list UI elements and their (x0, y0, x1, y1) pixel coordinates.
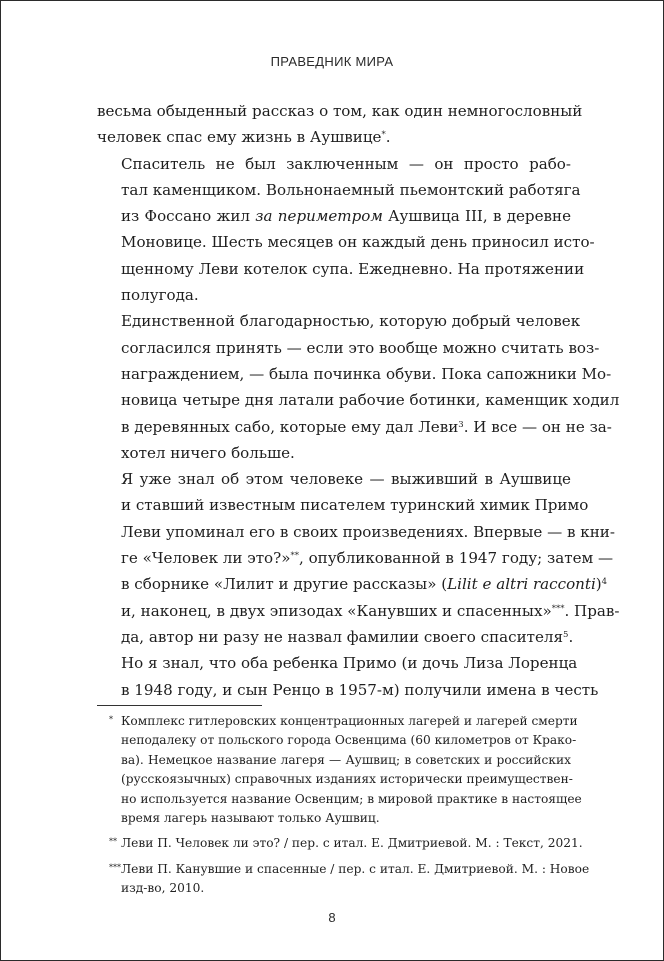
footnote-2 (97, 834, 583, 853)
text-fragment: и, наконец, в двух эпизодах «Канувших и спасенных» (121, 601, 552, 620)
text-line (97, 414, 612, 440)
italic-phrase: за периметром (255, 207, 383, 226)
footnote-line: Комплекс гитлеровских концентрационных лагерей и лагерей смерти (121, 714, 578, 728)
text-fragment: ) (595, 575, 602, 594)
text-fragment: Аушвица III, в деревне (382, 207, 572, 226)
text-line (97, 203, 571, 229)
text-fragment: . И все — он не за- (463, 417, 612, 436)
text-line (97, 598, 620, 624)
text-line: Спаситель не был заключенным — он просто рабо- (121, 154, 571, 173)
paragraph-1 (97, 98, 583, 151)
text-fragment: из Фоссано жил (121, 207, 256, 226)
text-line: согласился принять — если это вообще можно считать воз- (121, 338, 600, 357)
body-text (97, 98, 620, 703)
footnote-line: Леви П. Канувшие и спасенные / пер. с итал. Е. Дмитриевой. М. : Новое (121, 861, 590, 876)
italic-title: Lilit e altri racconti (447, 575, 596, 594)
footnote-line: (русскоязычных) справочных изданиях исторически преимуществен- (121, 772, 573, 787)
paragraph-2 (97, 151, 595, 309)
text-line (97, 124, 571, 150)
text-fragment: да, автор ни разу не назвал фамилии своего спасителя (121, 627, 564, 646)
paragraph-3 (97, 308, 620, 466)
text-fragment: , опубликованной в 1947 году; затем — (298, 549, 614, 568)
text-line: хотел ничего больше. (121, 443, 295, 462)
footnote-line: изд-во, 2010. (121, 881, 205, 896)
footnote-line: ва). Немецкое название лагеря — Аушвиц; в советских и российских (121, 752, 571, 767)
text-fragment: в сборнике «Лилит и другие рассказы» ( (121, 575, 448, 594)
text-line: Единственной благодарностью, которую добрый человек (121, 312, 581, 331)
text-line (97, 545, 614, 571)
text-fragment: . (385, 128, 391, 147)
footnotes (97, 712, 590, 899)
text-line: Я уже знал об этом человеке — выживший в Аушвице (121, 470, 571, 489)
text-line: в 1948 году, и сын Ренцо в 1957-м) получили имена в честь (121, 680, 599, 699)
text-fragment: человек спас ему жизнь в Аушвице (97, 128, 382, 147)
text-fragment: . (568, 627, 574, 646)
footnote-line: но используется название Освенцим; в мировой практике в настоящее (121, 791, 582, 806)
text-line: весьма обыденный рассказ о том, как один немногословный (97, 102, 583, 120)
text-fragment: в деревянных сабо, которые ему дал Леви (121, 417, 459, 436)
footnote-reference[interactable]: *** (551, 603, 565, 614)
text-line: тал каменщиком. Вольнонаемный пьемонтский работяга (121, 180, 581, 199)
text-line: и ставший известным писателем туринский химик Примо (121, 496, 589, 515)
footnote-line: неподалеку от польского города Освенцима (60 километров от Крако- (121, 733, 577, 748)
text-line: Но я знал, что оба ребенка Примо (и дочь Лиза Лоренца (121, 654, 578, 673)
footnote-divider (97, 705, 262, 706)
endnote-reference[interactable]: 3 (458, 419, 464, 430)
footnote-mark: *** (109, 862, 121, 872)
text-line (97, 571, 608, 597)
footnote-line: Леви П. Человек ли это? / пер. с итал. Е. Дмитриевой. М. : Текст, 2021. (121, 836, 583, 851)
footnote-mark: * (109, 715, 113, 724)
paragraph-4 (97, 466, 620, 703)
footnote-reference[interactable]: * (381, 130, 386, 141)
text-line: Леви упоминал его в своих произведениях. Впервые — в кни- (121, 522, 615, 541)
text-fragment: . Прав- (564, 601, 620, 620)
footnote-reference[interactable]: ** (290, 551, 299, 562)
text-line: полугода. (121, 286, 199, 305)
text-line: щенному Леви котелок супа. Ежедневно. На протяжении (121, 259, 585, 278)
text-line: награждением, — была починка обуви. Пока сапожники Мо- (121, 364, 612, 383)
text-fragment: ге «Человек ли это?» (121, 549, 291, 568)
text-line (97, 624, 574, 650)
footnote-3 (97, 860, 590, 899)
footnote-mark: ** (109, 837, 117, 847)
page-number: 8 (328, 910, 336, 925)
endnote-reference[interactable]: 4 (601, 577, 608, 588)
text-line: новица четыре дня латали рабочие ботинки, каменщик ходил (121, 391, 620, 410)
footnote-line: время лагерь называют только Аушвиц. (121, 811, 380, 826)
footnote-1 (97, 712, 582, 828)
text-line: Моновице. Шесть месяцев он каждый день приносил исто- (121, 233, 595, 252)
running-head: ПРАВЕДНИК МИРА (270, 54, 394, 69)
endnote-reference[interactable]: 5 (563, 629, 569, 640)
